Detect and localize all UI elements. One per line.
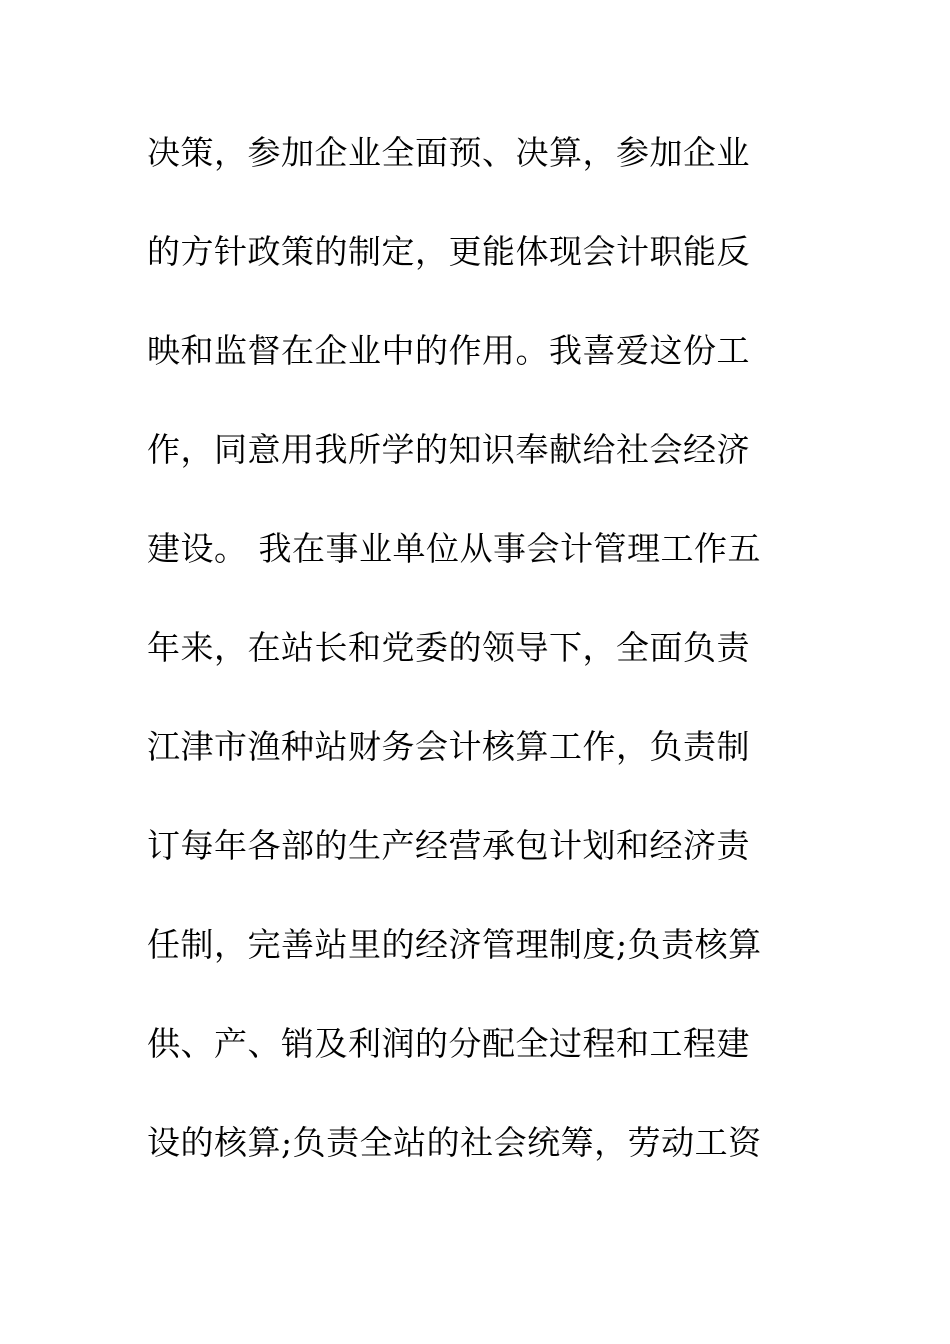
text-line: 的方针政策的制定，更能体现会计职能反 <box>147 232 750 271</box>
text-line: 任制，完善站里的经济管理制度;负责核算 <box>147 925 762 964</box>
text-line: 年来，在站长和党委的领导下，全面负责 <box>147 628 750 667</box>
text-line: 订每年各部的生产经营承包计划和经济责 <box>147 826 750 865</box>
text-line: 供、产、销及利润的分配全过程和工程建 <box>147 1024 750 1063</box>
body-text <box>147 120 827 1209</box>
text-line: 作，同意用我所学的知识奉献给社会经济 <box>147 430 750 469</box>
text-line: 决策，参加企业全面预、决算，参加企业 <box>147 133 750 172</box>
text-line: 江津市渔种站财务会计核算工作，负责制 <box>147 727 750 766</box>
text-line: 设的核算;负责全站的社会统筹，劳动工资 <box>147 1123 762 1162</box>
text-line: 映和监督在企业中的作用。我喜爱这份工 <box>147 331 750 370</box>
text-line: 建设。 我在事业单位从事会计管理工作五 <box>147 529 761 568</box>
